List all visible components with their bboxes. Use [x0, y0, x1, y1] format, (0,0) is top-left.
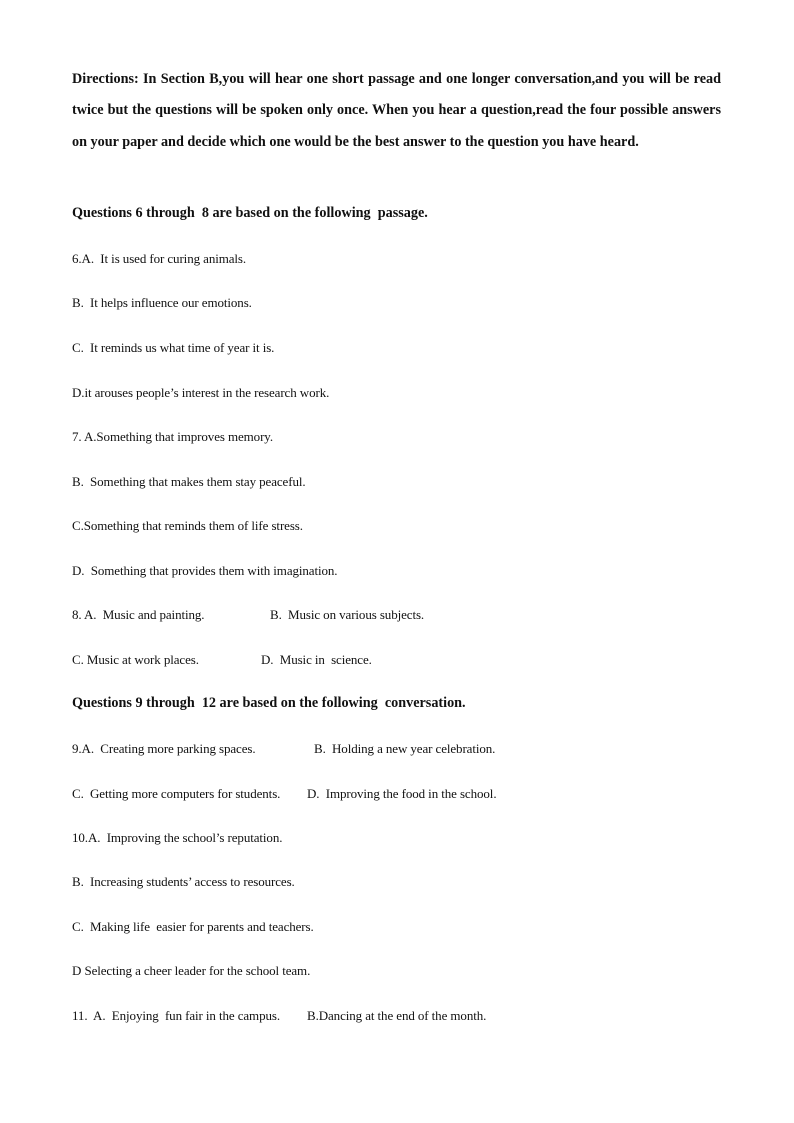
- section-heading-passage: Questions 6 through 8 are based on the following passage.: [72, 205, 428, 221]
- question-11-option-a: 11. A. Enjoying fun fair in the campus.: [72, 1008, 280, 1023]
- question-9-option-b: B. Holding a new year celebration.: [314, 741, 496, 756]
- question-7-option-d: D. Something that provides them with imagination.: [72, 563, 338, 578]
- question-6-option-a: 6.A. It is used for curing animals.: [72, 251, 247, 266]
- question-10-option-c: C. Making life easier for parents and teachers.: [72, 919, 314, 934]
- question-9-option-d: D. Improving the food in the school.: [307, 786, 497, 801]
- section-heading-conversation: Questions 9 through 12 are based on the following conversation.: [72, 695, 466, 711]
- question-8-option-a: 8. A. Music and painting.: [72, 607, 205, 622]
- question-10-option-d: D Selecting a cheer leader for the school team.: [72, 963, 311, 978]
- directions-paragraph: Directions: In Section B,you will hear one short passage and one longer conversation,and you will be read twice but the questions will be spoken only once. When you hear a question,read the four possible answers on your paper and decide which one would be the best answer to the question you have heard.: [72, 71, 721, 150]
- question-11-option-b: B.Dancing at the end of the month.: [307, 1008, 487, 1023]
- question-10-option-a: 10.A. Improving the school’s reputation.: [72, 830, 283, 845]
- question-6-option-c: C. It reminds us what time of year it is.: [72, 340, 275, 355]
- question-8-option-b: B. Music on various subjects.: [270, 607, 425, 622]
- question-7-option-c: C.Something that reminds them of life stress.: [72, 518, 303, 533]
- question-7-option-b: B. Something that makes them stay peaceful.: [72, 474, 306, 489]
- question-8-option-d: D. Music in science.: [261, 652, 372, 667]
- question-6-option-b: B. It helps influence our emotions.: [72, 295, 252, 310]
- question-10-option-b: B. Increasing students’ access to resources.: [72, 874, 295, 889]
- question-8-option-c: C. Music at work places.: [72, 652, 199, 667]
- question-7-option-a: 7. A.Something that improves memory.: [72, 429, 274, 444]
- question-6-option-d: D.it arouses people’s interest in the research work.: [72, 385, 330, 400]
- question-9-option-c: C. Getting more computers for students.: [72, 786, 281, 801]
- question-9-option-a: 9.A. Creating more parking spaces.: [72, 741, 256, 756]
